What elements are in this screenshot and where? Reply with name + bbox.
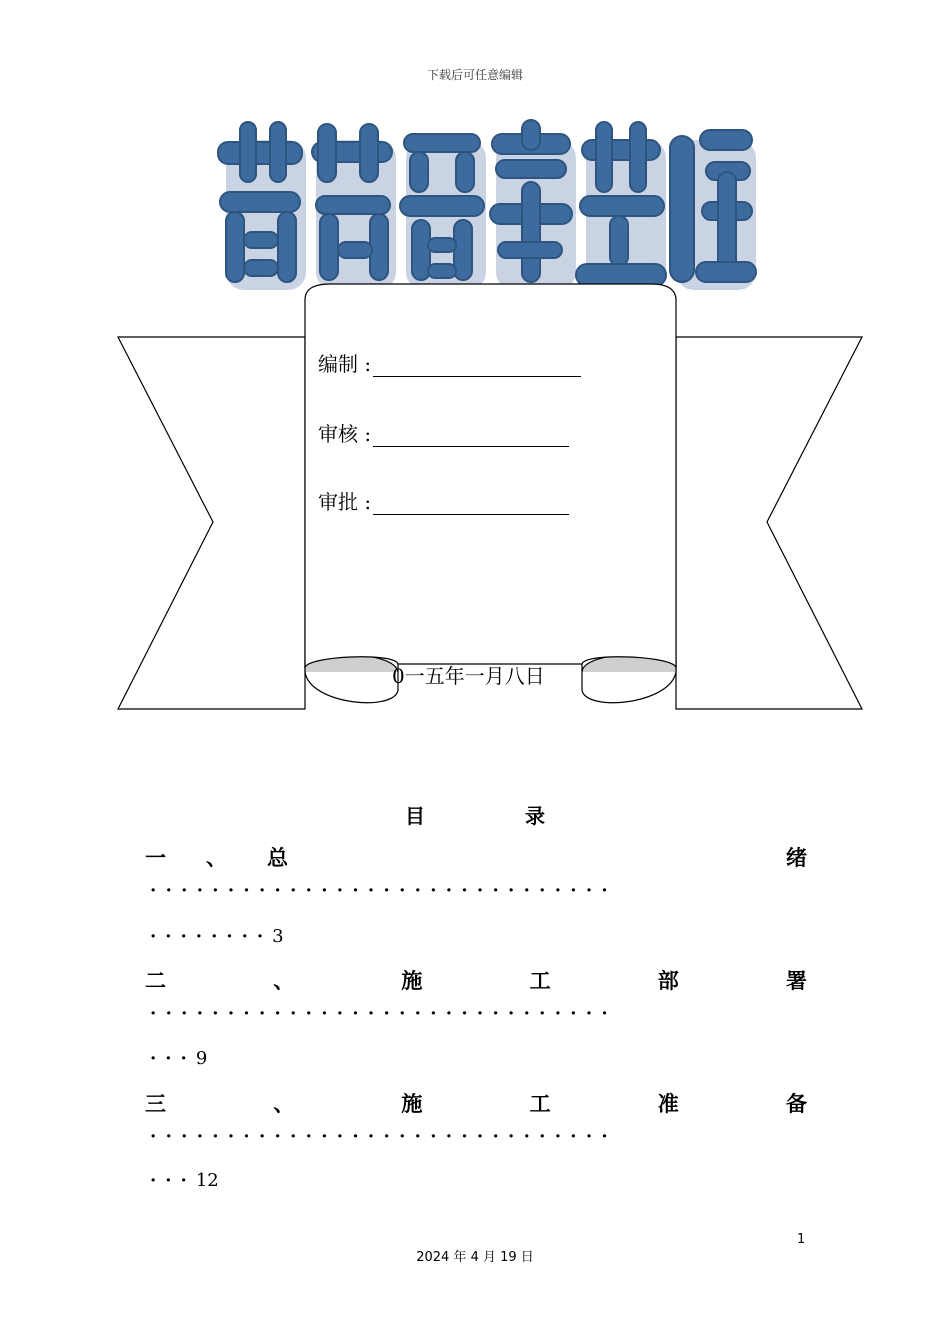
toc-char: 、	[206, 845, 227, 870]
toc-page-number: 9	[195, 1048, 208, 1069]
toc-title: 目 录	[405, 804, 585, 828]
cover-date: 0一五年一月八日	[392, 664, 545, 688]
toc-entry-2-heading[interactable]	[145, 965, 807, 995]
field-compiler	[318, 348, 581, 377]
toc-entry-1-heading[interactable]	[145, 842, 807, 872]
signature-line	[373, 424, 569, 447]
toc-char: 一	[145, 845, 166, 870]
page-number: 1	[797, 1232, 806, 1247]
toc-leader-dots: ···	[150, 1170, 196, 1191]
field-label: 审批 :	[318, 490, 372, 514]
signature-line	[373, 354, 581, 377]
toc-leader-dots: ······························	[150, 1126, 617, 1147]
toc-entry-3-heading[interactable]	[145, 1088, 807, 1118]
footer-date: 2024 年 4 月 19 日	[416, 1250, 534, 1265]
toc-page-number: 12	[195, 1170, 219, 1191]
toc-entry-3-tail	[150, 1170, 219, 1191]
toc-leader-dots: ········	[150, 926, 273, 947]
toc-char: 施	[401, 1091, 423, 1116]
header-note: 下载后可任意编辑	[426, 68, 523, 82]
toc-leader-dots: ······························	[150, 1003, 617, 1024]
toc-leader-dots: ···	[150, 1048, 196, 1069]
toc-leader-dots: ······························	[150, 880, 617, 901]
toc-entry-1-tail	[150, 926, 284, 947]
toc-char: 三	[145, 1091, 166, 1116]
field-label: 编制 :	[318, 352, 372, 376]
toc-char: 署	[785, 968, 807, 993]
toc-char: 施	[401, 968, 423, 993]
toc-char: 部	[657, 968, 679, 993]
toc-char: 工	[529, 968, 551, 993]
toc-char: 备	[785, 1091, 807, 1116]
toc-char: 总	[267, 845, 288, 870]
field-label: 审核 :	[318, 422, 372, 446]
toc-char: 工	[529, 1091, 551, 1116]
field-approver	[318, 486, 569, 515]
toc-entry-2-tail	[150, 1048, 207, 1069]
toc-char: 、	[273, 1091, 295, 1116]
toc-char: 二	[145, 968, 166, 993]
toc-char: 准	[657, 1091, 679, 1116]
toc-page-number: 3	[272, 926, 284, 947]
toc-char: 绪	[786, 845, 807, 870]
signature-line	[373, 492, 569, 515]
field-reviewer	[318, 418, 569, 447]
toc-char: 、	[273, 968, 295, 993]
